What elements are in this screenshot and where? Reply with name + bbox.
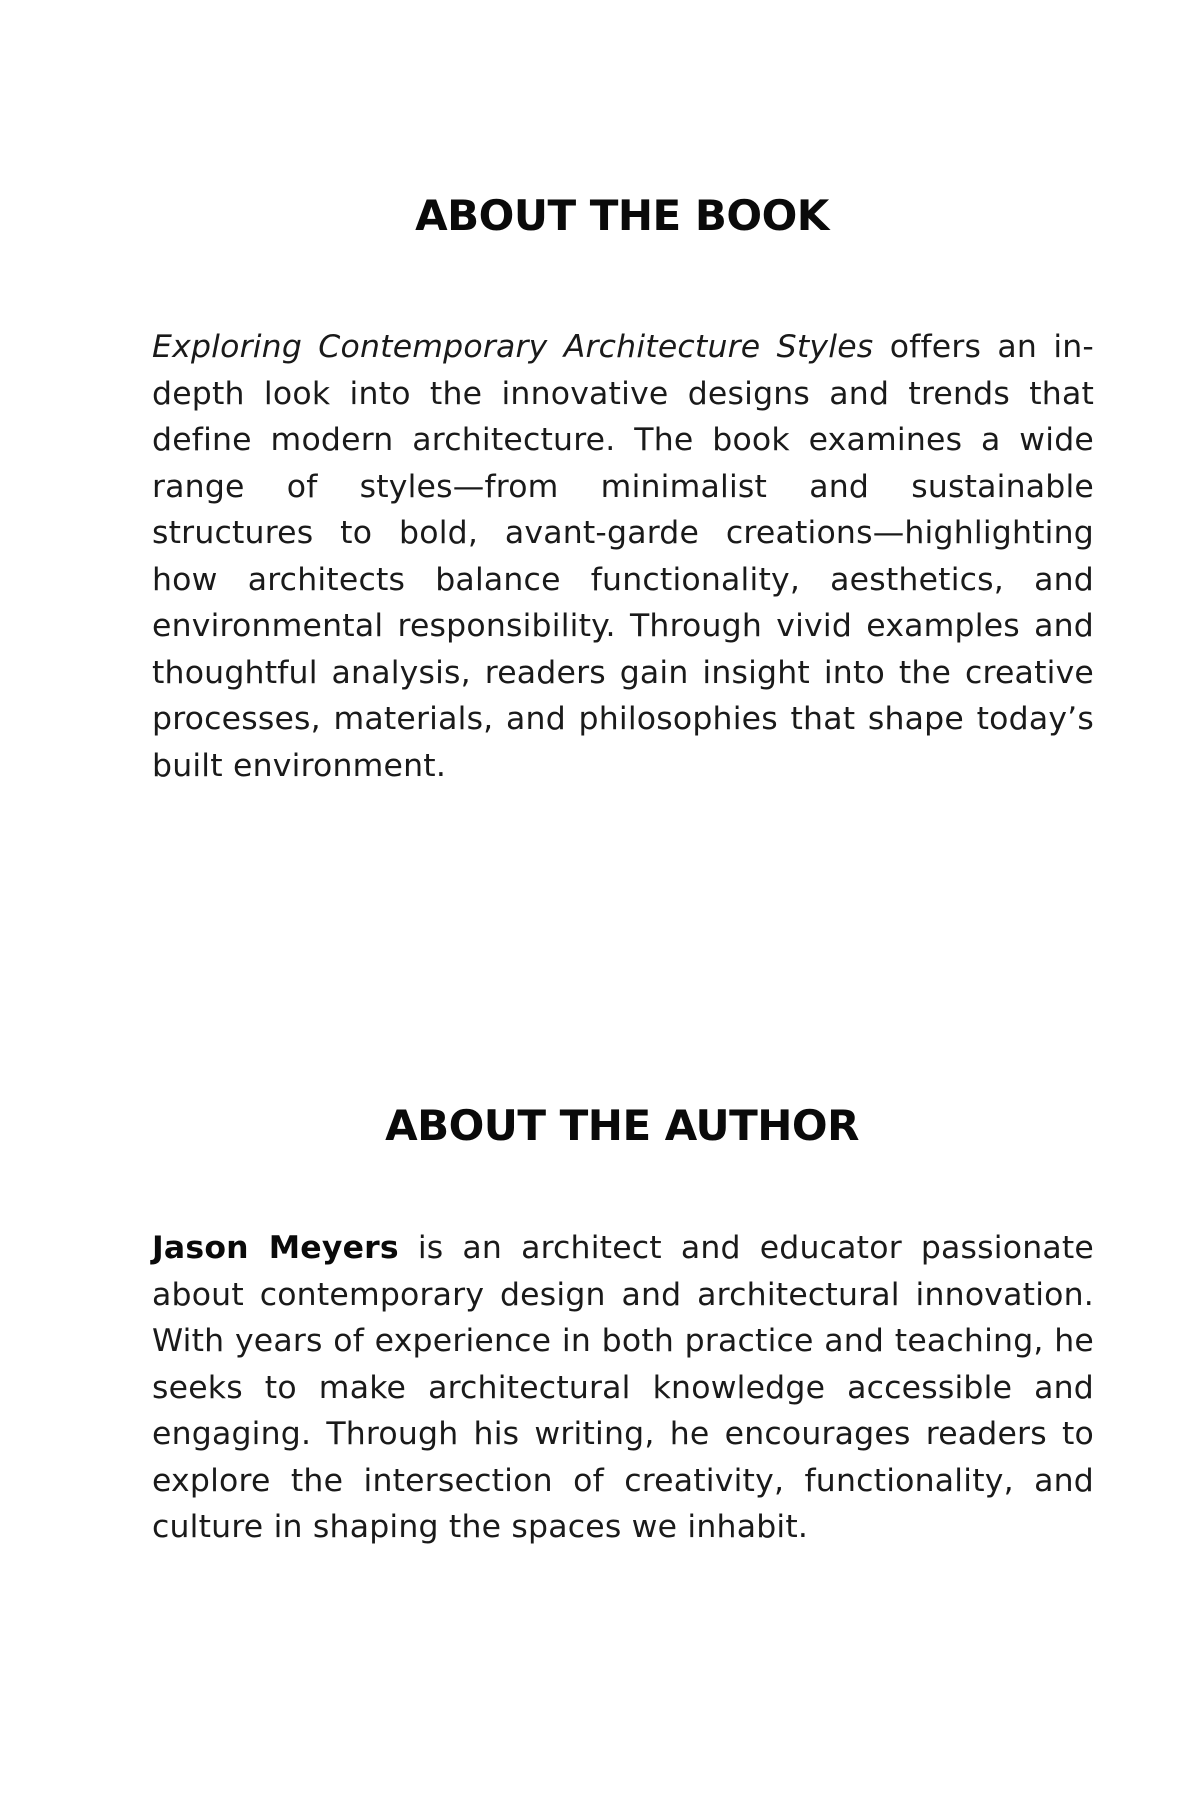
about-author-paragraph (152, 1225, 1094, 1551)
about-book-text: offers an in-depth look into the innovative designs and trends that define modern architecture. The book examines a wide range of styles—from minimalist and sustainable structures to bold, avant-garde creations—highlighting how architects balance functionality, aesthetics, and environmental responsibility. Through vivid examples and thoughtful analysis, readers gain insight into the creative processes, materials, and philosophies that shape today’s built environment. (152, 329, 1094, 784)
about-book-heading: ABOUT THE BOOK (415, 191, 829, 240)
author-name: Jason Meyers (152, 1230, 399, 1266)
about-author-heading: ABOUT THE AUTHOR (385, 1101, 859, 1150)
about-author-text: is an architect and educator passionate about contemporary design and architectural innovation. With years of experience in both practice and teaching, he seeks to make architectural knowledge accessible and engaging. Through his writing, he encourages readers to explore the intersection of creativity, functionality, and culture in shaping the spaces we inhabit. (152, 1230, 1094, 1545)
book-title: Exploring Contemporary Architecture Styles (152, 329, 874, 365)
about-book-paragraph (152, 324, 1094, 789)
